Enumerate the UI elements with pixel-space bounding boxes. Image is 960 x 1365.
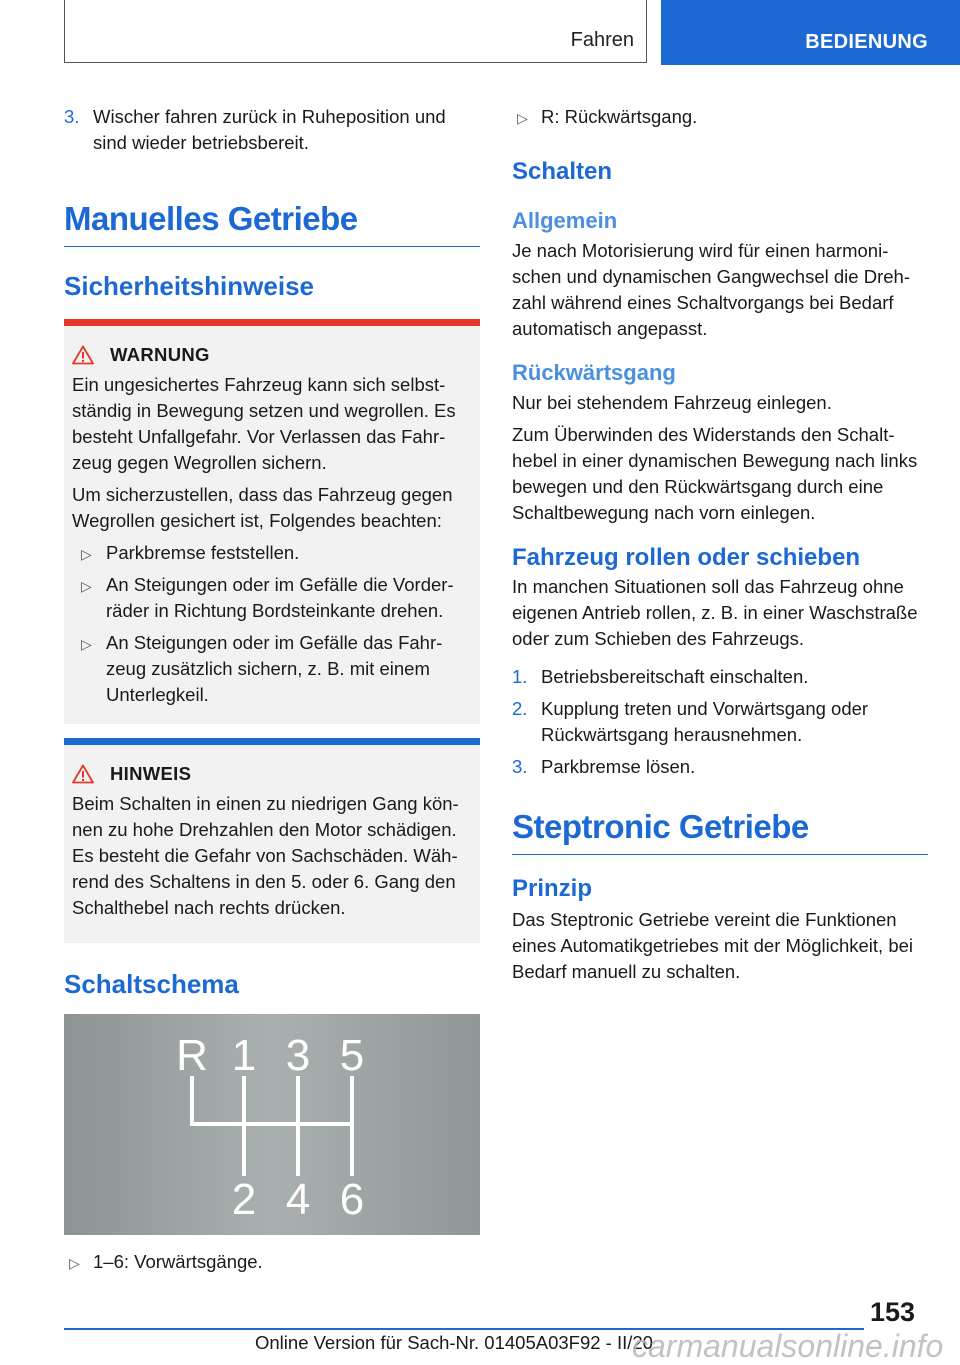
header-section-title: Fahren bbox=[570, 29, 634, 51]
warning-paragraph-2: Um sicherzustellen, dass das Fahrzeug gegen Wegrollen gesichert ist, Folgendes beachten: bbox=[72, 484, 453, 531]
list-item-forward-gears: ▷ 1–6: Vorwärtsgänge. bbox=[64, 1249, 480, 1275]
paragraph-allgemein: Je nach Motorisierung wird für einen harmonischen und dynamischen Gangwechsel die Drehzahl während eines Schaltvorgangs bei Bedarf automatisch angepasst. bbox=[512, 240, 910, 339]
warning-triangle-icon bbox=[72, 345, 94, 365]
list-item-reverse-gear: ▷ R: Rückwärtsgang. bbox=[512, 104, 928, 130]
heading-steptronic-getriebe: Steptronic Getriebe bbox=[512, 808, 928, 855]
triangle-bullet-icon: ▷ bbox=[69, 1255, 80, 1271]
gear-label-3: 3 bbox=[285, 1031, 311, 1080]
warning-paragraph-1: Ein ungesichertes Fahrzeug kann sich selbstständig in Bewegung setzen und wegrollen. Es besteht Unfallgefahr. Vor Verlassen das Fahrzeug gegen Wegrollen sichern. bbox=[72, 374, 456, 473]
heading-allgemein: Allgemein bbox=[512, 208, 618, 233]
right-column bbox=[512, 104, 928, 985]
caution-triangle-icon bbox=[72, 764, 94, 784]
hint-title: HINWEIS bbox=[110, 763, 192, 784]
triangle-bullet-icon: ▷ bbox=[81, 546, 92, 562]
warning-title: WARNUNG bbox=[110, 344, 210, 365]
gear-label-6: 6 bbox=[339, 1175, 365, 1224]
paragraph-rueckwaertsgang-2: Zum Überwinden des Widerstands den Schalthebel in einer dynamischen Bewegung nach links bewegen und den Rückwärtsgang durch eine Schaltbewegung nach vorn einlegen. bbox=[512, 424, 918, 523]
triangle-bullet-icon: ▷ bbox=[81, 578, 92, 594]
header-chapter-tab bbox=[661, 0, 960, 65]
heading-fahrzeug-rollen: Fahrzeug rollen oder schieben bbox=[512, 544, 861, 571]
hint-box bbox=[64, 738, 480, 943]
heading-rueckwaertsgang: Rückwärtsgang bbox=[512, 360, 676, 385]
step-number: 3. bbox=[64, 106, 80, 127]
paragraph-rueckwaertsgang-1: Nur bei stehendem Fahrzeug einlegen. bbox=[512, 392, 832, 413]
list-item-step-1: 1. Betriebsbereitschaft einschalten. bbox=[512, 666, 809, 687]
list-item-step-3 bbox=[64, 104, 480, 156]
warning-box bbox=[64, 319, 480, 724]
paragraph-prinzip: Das Steptronic Getriebe vereint die Funktionen eines Automatikgetriebes mit der Möglichkeit, bei Bedarf manuell zu schalten. bbox=[512, 909, 914, 982]
triangle-bullet-icon: ▷ bbox=[81, 636, 92, 652]
steps-list bbox=[512, 664, 928, 780]
heading-manuelles-getriebe: Manuelles Getriebe bbox=[64, 200, 480, 247]
heading-sicherheitshinweise: Sicherheitshinweise bbox=[64, 271, 314, 301]
watermark-logo: carmanualsonline.info bbox=[632, 1328, 944, 1364]
shift-pattern-image bbox=[64, 1014, 480, 1235]
heading-schalten: Schalten bbox=[512, 158, 613, 185]
hint-paragraph: Beim Schalten in einen zu niedrigen Gang können zu hohe Drehzahlen den Motor schädigen. Es besteht die Gefahr von Sachschäden. Während des Schaltens in den 5. oder 6. Gang den Schalthebel nach rechts drücken. bbox=[72, 793, 459, 918]
list-item: ▷ Parkbremse feststellen. bbox=[72, 540, 472, 566]
gear-label-r: R bbox=[176, 1031, 208, 1080]
shift-pattern-diagram bbox=[64, 1014, 480, 1235]
gear-label-4: 4 bbox=[285, 1175, 311, 1224]
step-text: Wischer fahren zurück in Ruheposition und sind wieder betriebsbereit. bbox=[93, 106, 446, 153]
list-item-step-3: 3. Parkbremse lösen. bbox=[512, 756, 696, 777]
gear-label-5: 5 bbox=[339, 1031, 365, 1080]
list-item: ▷ An Steigungen oder im Gefälle die Vorderräder in Richtung Bordsteinkante drehen. bbox=[81, 574, 454, 621]
triangle-bullet-icon: ▷ bbox=[517, 110, 528, 126]
paragraph-fahrzeug-rollen: In manchen Situationen soll das Fahrzeug ohne eigenen Antrieb rollen, z. B. in einer Waschstraße oder zum Schieben des Fahrzeugs. bbox=[512, 576, 918, 649]
list-item-step-2: 2. Kupplung treten und Vorwärtsgang oder Rückwärtsgang herausnehmen. bbox=[512, 698, 869, 745]
heading-schaltschema: Schaltschema bbox=[64, 969, 239, 999]
footer-online-version: Online Version für Sach-Nr. 01405A03F92 - II/20 bbox=[255, 1332, 653, 1353]
page-number: 153 bbox=[870, 1297, 916, 1327]
heading-prinzip: Prinzip bbox=[512, 875, 593, 902]
gear-label-1: 1 bbox=[231, 1031, 257, 1080]
list-item: ▷ An Steigungen oder im Gefälle das Fahrzeug zusätzlich sichern, z. B. mit einem Unterlegkeil. bbox=[81, 632, 443, 705]
header-chapter-title: BEDIENUNG bbox=[805, 31, 928, 53]
gear-label-2: 2 bbox=[231, 1175, 257, 1224]
left-column bbox=[64, 104, 480, 1281]
header-section-box bbox=[64, 0, 647, 63]
